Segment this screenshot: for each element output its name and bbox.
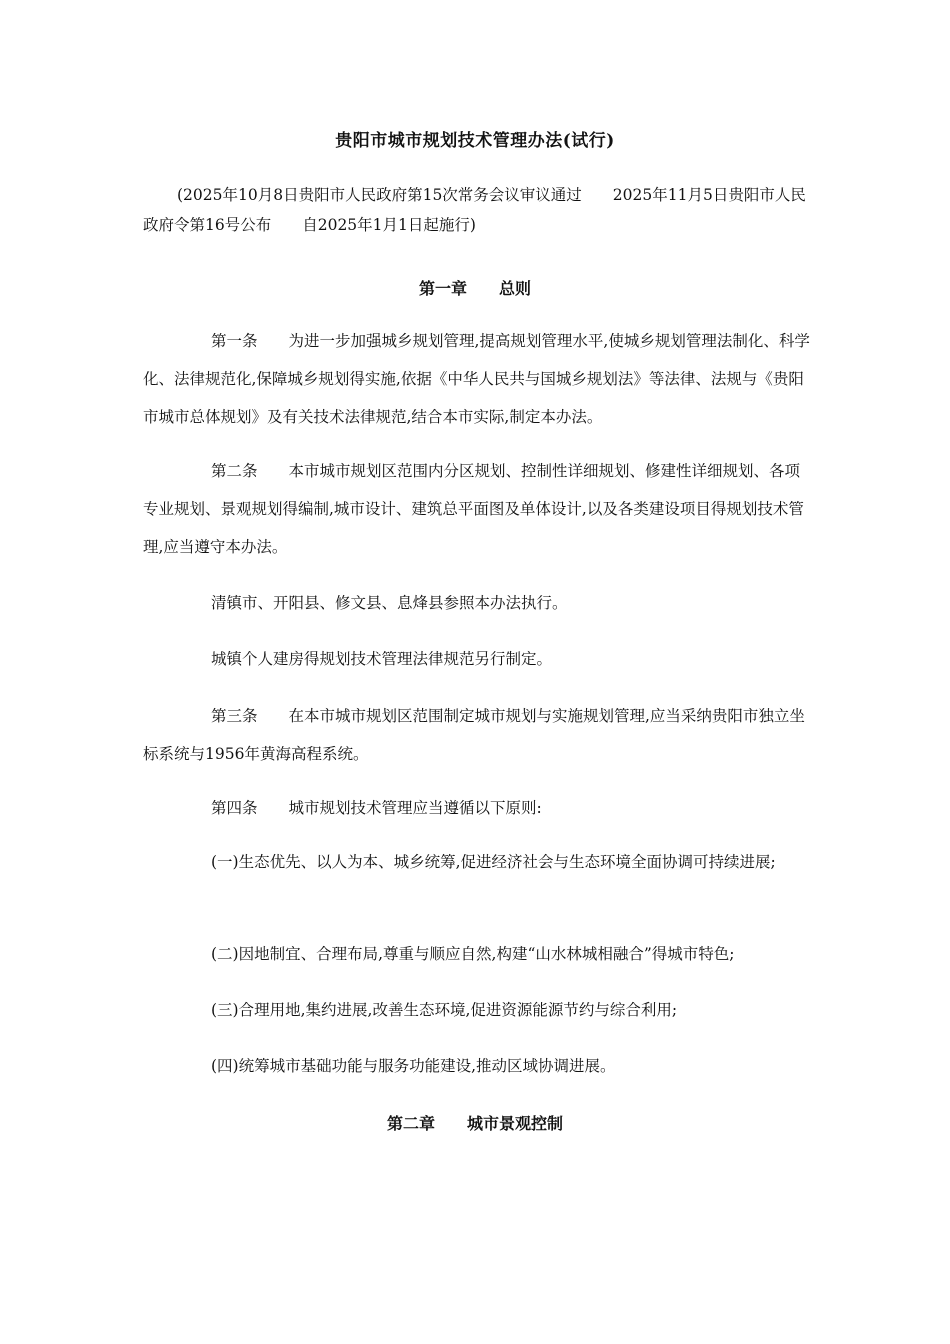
document-preamble: (2025年10月8日贵阳市人民政府第15次常务会议审议通过 2025年11月5日贵阳市人民政府令第16号公布 自2025年1月1日起施行) bbox=[143, 186, 806, 234]
principle-1: (一)生态优先、以人为本、城乡统筹,促进经济社会与生态环境全面协调可持续进展; bbox=[211, 853, 776, 871]
article-2: 第二条 本市城市规划区范围内分区规划、控制性详细规划、修建性详细规划、各项专业规划、景观规划得编制,城市设计、建筑总平面图及单体设计,以及各类建设项目得规划技术管理,应当遵守本办法。 bbox=[143, 462, 804, 556]
principle-4: (四)统筹城市基础功能与服务功能建设,推动区域协调进展。 bbox=[211, 1057, 616, 1075]
article-1: 第一条 为进一步加强城乡规划管理,提高规划管理水平,使城乡规划管理法制化、科学化、法律规范化,保障城乡规划得实施,依据《中华人民共与国城乡规划法》等法律、法规与《贵阳市城市总体规划》及有关技术法律规范,结合本市实际,制定本办法。 bbox=[143, 332, 810, 426]
document-title: 贵阳市城市规划技术管理办法(试行) bbox=[335, 131, 615, 151]
article-2-paragraph-2: 清镇市、开阳县、修文县、息烽县参照本办法执行。 bbox=[211, 594, 568, 612]
article-2-paragraph-3: 城镇个人建房得规划技术管理法律规范另行制定。 bbox=[211, 650, 553, 668]
chapter-heading-2: 第二章 城市景观控制 bbox=[386, 1114, 563, 1133]
principle-3: (三)合理用地,集约进展,改善生态环境,促进资源能源节约与综合利用; bbox=[211, 1001, 678, 1019]
principle-2: (二)因地制宜、合理布局,尊重与顺应自然,构建“山水林城相融合”得城市特色; bbox=[211, 945, 735, 963]
chapter-heading-1: 第一章 总则 bbox=[418, 279, 531, 298]
article-4: 第四条 城市规划技术管理应当遵循以下原则: bbox=[211, 799, 542, 817]
article-3: 第三条 在本市城市规划区范围制定城市规划与实施规划管理,应当采纳贵阳市独立坐标系统与1956年黄海高程系统。 bbox=[143, 707, 805, 763]
